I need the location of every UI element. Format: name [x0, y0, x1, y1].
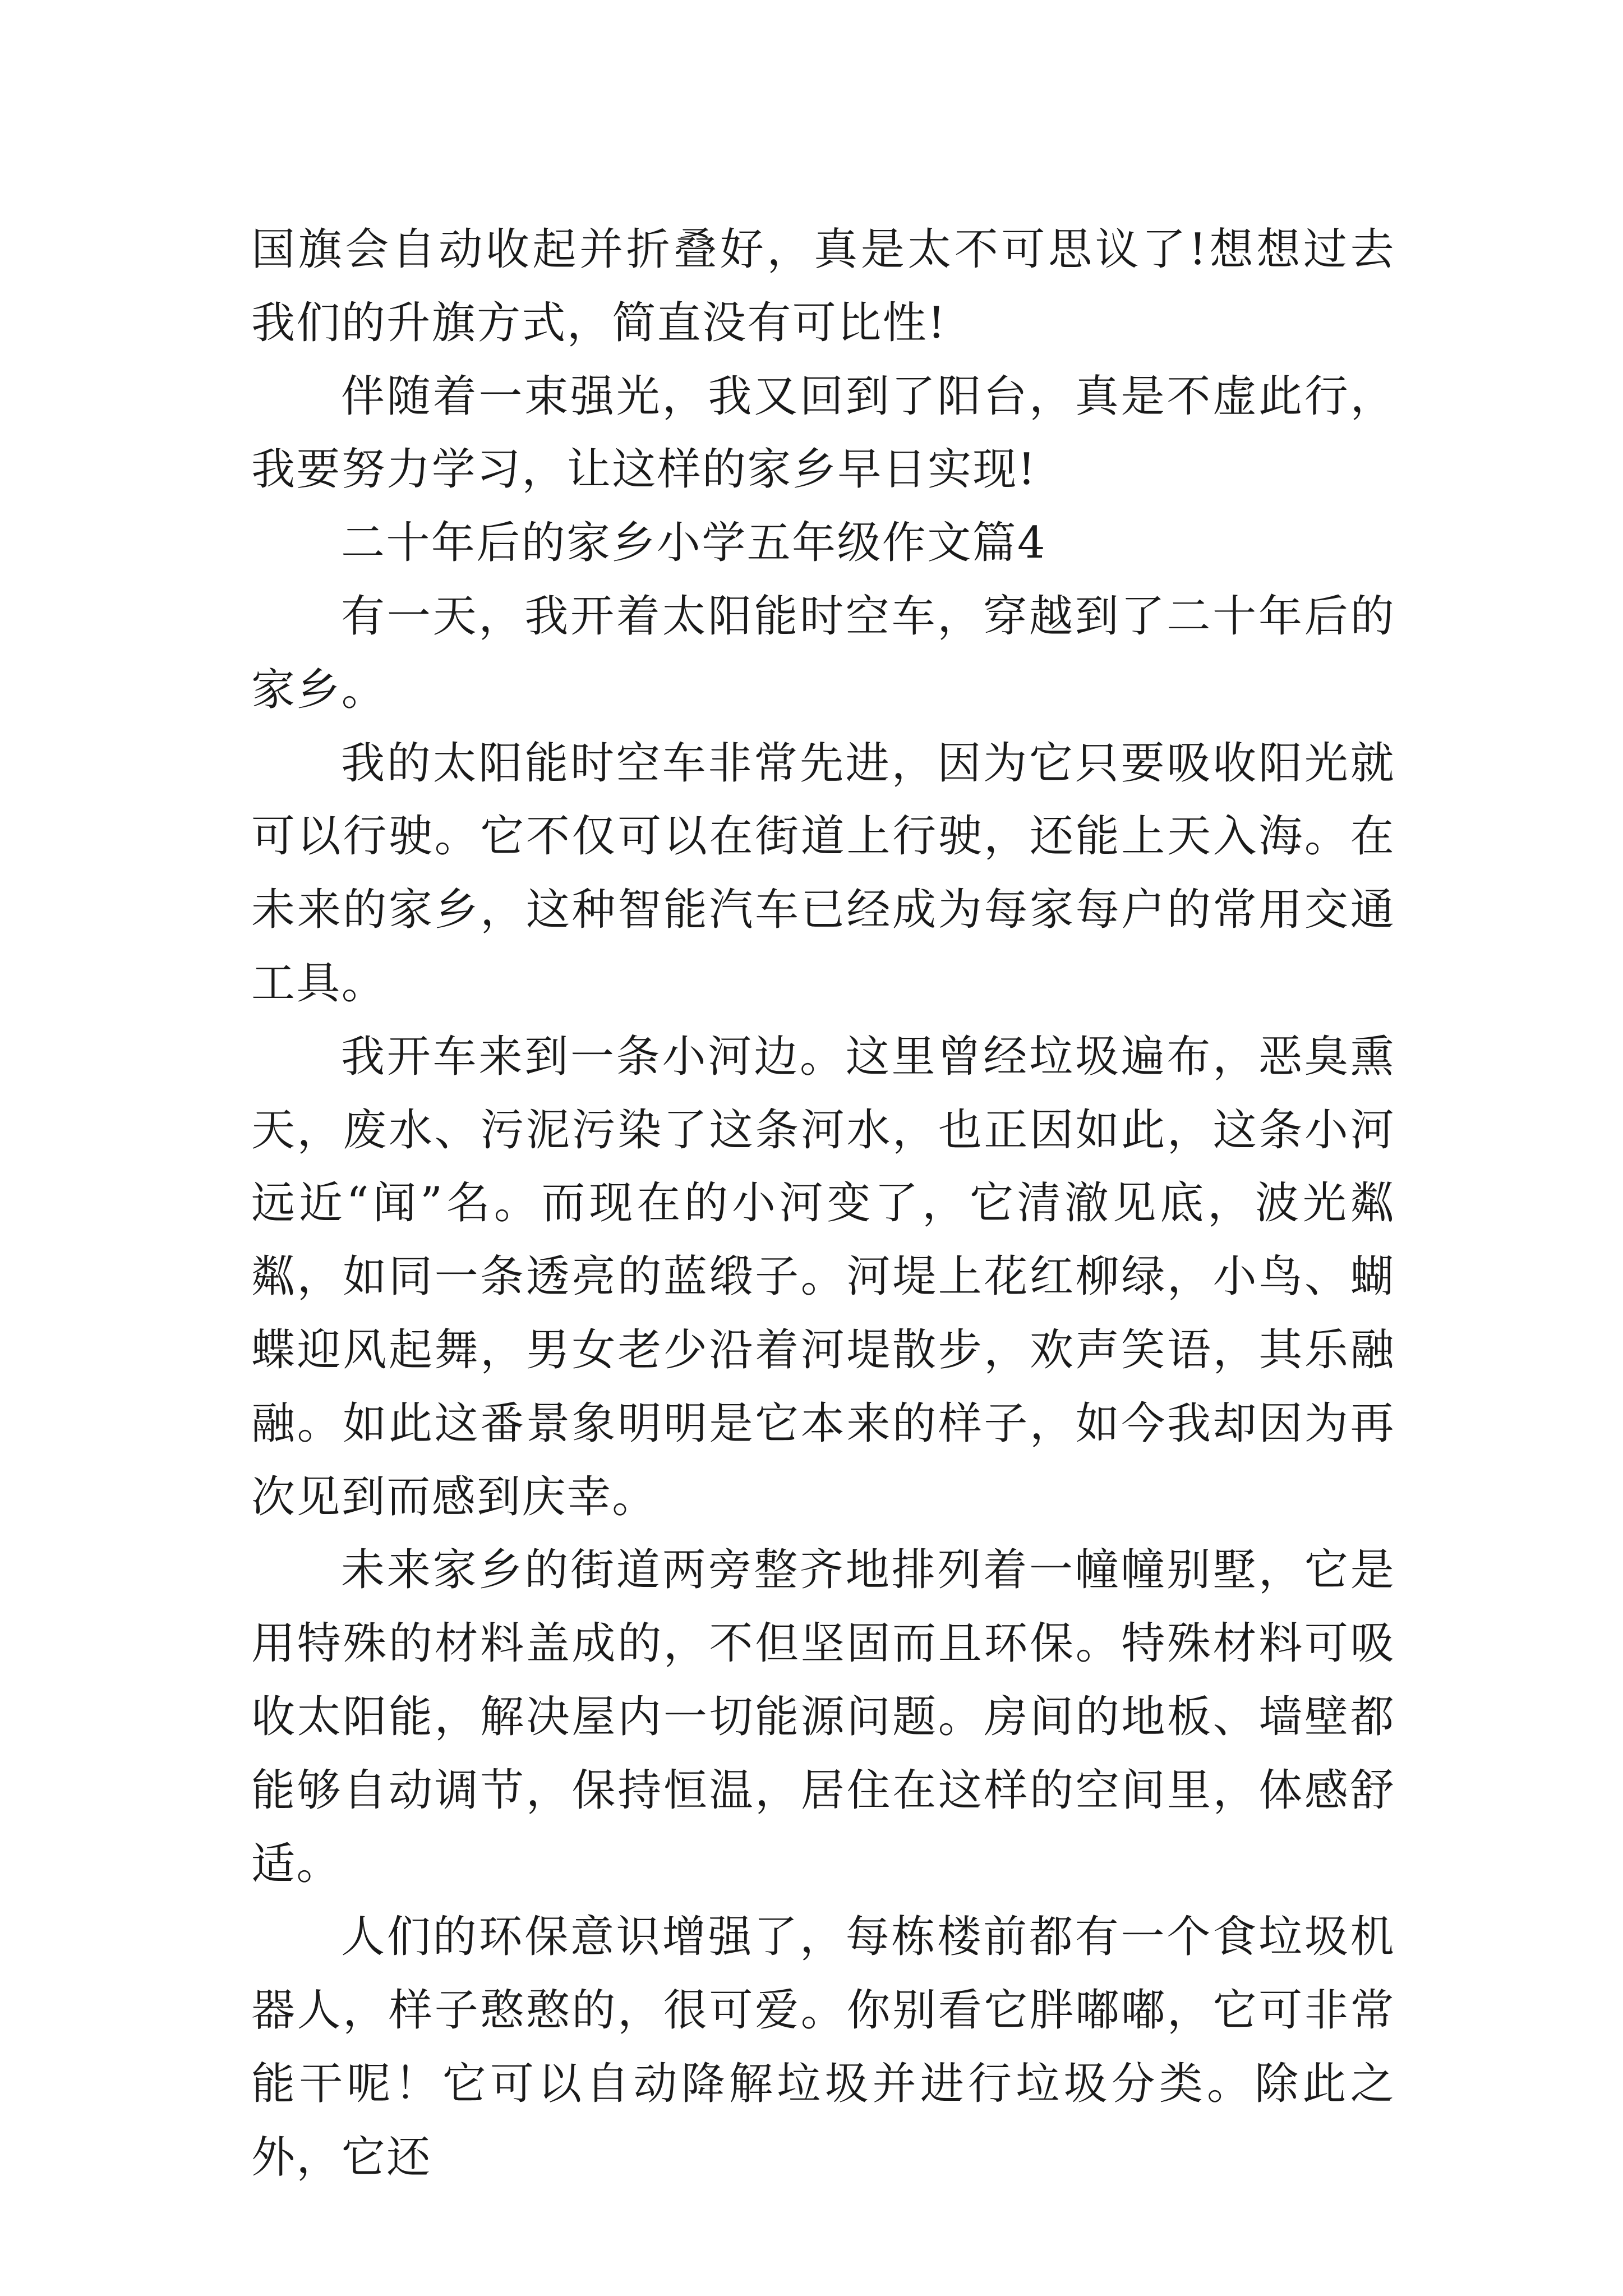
- paragraph-6: 未来家乡的街道两旁整齐地排列着一幢幢别墅，它是用特殊的材料盖成的，不但坚固而且环保。特殊材料可吸收太阳能，解决屋内一切能源问题。房间的地板、墙壁都能够自动调节，保持恒温，居住在这样的空间里，体感舒适。: [251, 1545, 1395, 1889]
- paragraph-1: 国旗会自动收起并折叠好，真是太不可思议了!想想过去我们的升旗方式，简直没有可比性!: [251, 224, 1395, 348]
- paragraph-4: 我的太阳能时空车非常先进，因为它只要吸收阳光就可以行驶。它不仅可以在街道上行驶，还能上天入海。在未来的家乡，这种智能汽车已经成为每家每户的常用交通工具。: [251, 738, 1395, 1009]
- paragraph-7: 人们的环保意识增强了，每栋楼前都有一个食垃圾机器人，样子憨憨的，很可爱。你别看它胖嘟嘟，它可非常能干呢！它可以自动降解垃圾并进行垃圾分类。除此之外，它还: [251, 1912, 1395, 2183]
- paragraph-5: 我开车来到一条小河边。这里曾经垃圾遍布，恶臭熏天，废水、污泥污染了这条河水，也正因如此，这条小河远近“闻”名。而现在的小河变了，它清澈见底，波光粼粼，如同一条透亮的蓝缎子。河堤上花红柳绿，小鸟、蝴蝶迎风起舞，男女老少沿着河堤散步，欢声笑语，其乐融融。如此这番景象明明是它本来的样子，如今我却因为再次见到而感到庆幸。: [251, 1031, 1395, 1522]
- body-text: [251, 213, 1395, 2194]
- section-heading: 二十年后的家乡小学五年级作文篇4: [341, 518, 1047, 569]
- paragraph-3: 有一天，我开着太阳能时空车，穿越到了二十年后的家乡。: [251, 591, 1395, 715]
- paragraph-2: 伴随着一束强光，我又回到了阳台，真是不虚此行，我要努力学习，让这样的家乡早日实现!: [251, 371, 1395, 495]
